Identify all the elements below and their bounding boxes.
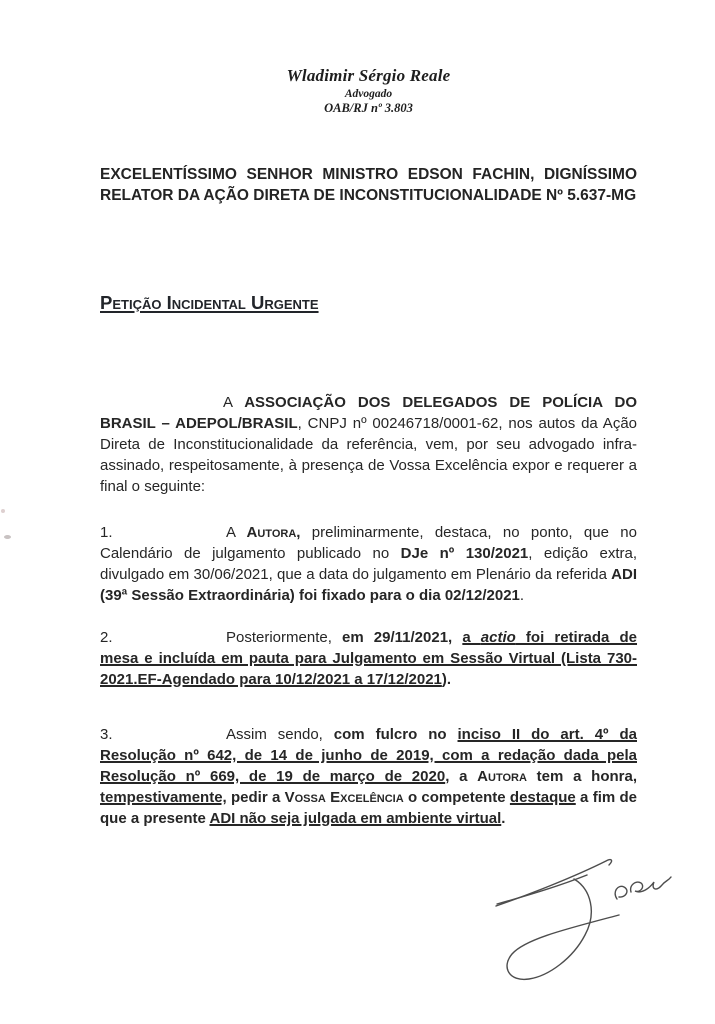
numbered-paragraph-1: [100, 522, 637, 606]
document-body: [100, 164, 637, 829]
lawyer-name: Wladimir Sérgio Reale: [286, 66, 451, 85]
lawyer-oab-number: OAB/RJ nº 3.803: [324, 101, 413, 115]
letterhead: [100, 0, 637, 116]
numbered-paragraph-3: [100, 724, 637, 829]
lawyer-role: Advogado: [344, 88, 393, 100]
paragraph-text: Assim sendo, com fulcro no inciso II do art. 4º da Resolução nº 642, de 14 de junho de 2019, com a redação dada pela Resolução nº 669, de 19 de março de 2020, a Autora tem a honra, tempestivamente, pedir a Vossa Excelência o competente destaque a fim de que a presente ADI não seja julgada em ambiente virtual.: [100, 726, 637, 827]
addressee-heading: EXCELENTÍSSIMO SENHOR MINISTRO EDSON FACHIN, DIGNÍSSIMO RELATOR DA AÇÃO DIRETA DE INCONSTITUCIONALIDADE Nº 5.637-MG: [100, 166, 637, 204]
paragraph-number: 2.: [100, 629, 113, 646]
paragraph-text: A Autora, preliminarmente, destaca, no ponto, que no Calendário de julgamento publicado no DJe nº 130/2021, edição extra, divulgado em 30/06/2021, que a data do julgamento em Plenário da referida ADI (39ª Sessão Extraordinária) foi fixado para o dia 02/12/2021.: [100, 524, 638, 604]
document-title: [100, 290, 637, 315]
scan-speck: [4, 535, 11, 539]
intro-paragraph: A ASSOCIAÇÃO DOS DELEGADOS DE POLÍCIA DO BRASIL – ADEPOL/BRASIL, CNPJ nº 00246718/0001-62, nos autos da Ação Direta de Inconstitucionalidade da referência, vem, por seu advogado infra-assinado, respeitosamente, à presença de Vossa Excelência expor e requerer a final o seguinte:: [100, 394, 637, 495]
document-title-text: Petição Incidental Urgente: [100, 292, 319, 313]
paragraph-number: 1.: [100, 524, 113, 541]
paragraph-number: 3.: [100, 726, 113, 743]
numbered-paragraph-2: [100, 627, 637, 690]
scan-speck: [1, 509, 5, 513]
paragraph-text: Posteriormente, em 29/11/2021, a actio foi retirada de mesa e incluída em pauta para Julgamento em Sessão Virtual (Lista 730-2021.EF-Agendado para 10/12/2021 a 17/12/2021).: [100, 629, 638, 688]
handwritten-signature-icon: [478, 836, 683, 1000]
